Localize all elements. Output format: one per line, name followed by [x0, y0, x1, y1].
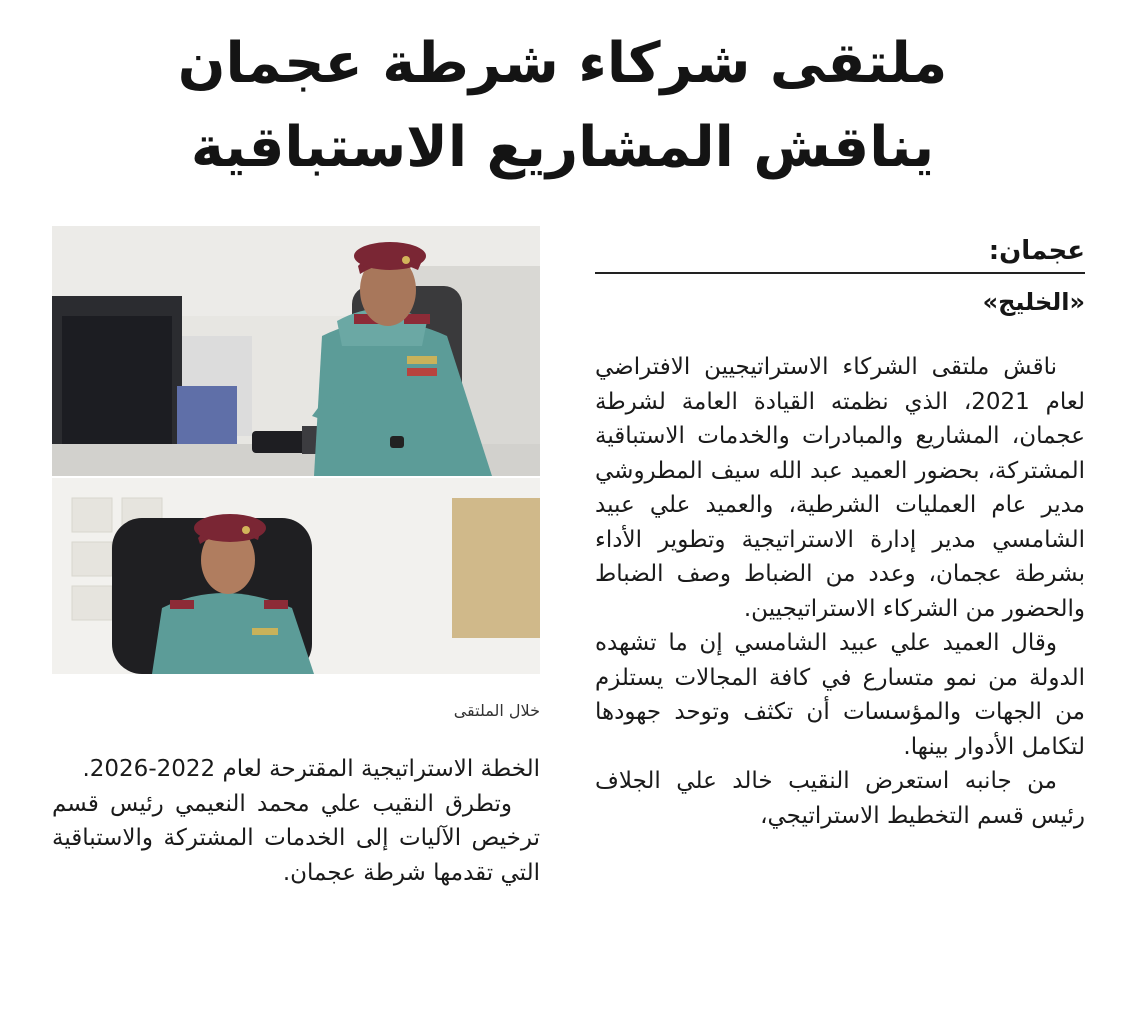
photo-caption: خلال الملتقى: [453, 701, 540, 720]
photo-officer-in-chair: [52, 478, 540, 674]
source-credit: «الخليج»: [982, 288, 1085, 316]
article-paragraph: ناقش ملتقى الشركاء الاستراتيجيين الافتراضي لعام 2021، الذي نظمته القيادة العامة لشرطة عجمان، المشاريع والمبادرات والخدمات الاستباقية المشتركة، بحضور العميد عبد الله سيف المطروشي مدير عام العمليات الشرطية، والعميد علي عبيد الشامسي مدير إدارة الاستراتيجية وتطوير الأداء بشرطة عجمان، وعدد من الضباط وصف الضباط والحضور من الشركاء الاستراتيجيين.: [595, 354, 1085, 622]
photo-officer-at-desk: [52, 226, 540, 476]
article-column-left: [52, 752, 540, 890]
article-column-right: [595, 350, 1085, 833]
headline-line-2: يناقش المشاريع الاستباقية: [190, 115, 935, 180]
dateline: عجمان:: [988, 236, 1085, 266]
article-paragraph: وقال العميد علي عبيد الشامسي إن ما تشهده الدولة من نمو متسارع في كافة المجالات يستلزم من الجهات والمؤسسات أن تكثف وتوحد جهودها لتكامل الأدوار بينها.: [595, 630, 1085, 760]
article-paragraph: وتطرق النقيب علي محمد النعيمي رئيس قسم ترخيص الآليات إلى الخدمات المشتركة والاستباقية التي تقدمها شرطة عجمان.: [52, 790, 540, 886]
article-paragraph: من جانبه استعرض النقيب خالد علي الجلاف رئيس قسم التخطيط الاستراتيجي،: [595, 768, 1085, 829]
divider: [595, 272, 1085, 274]
article-paragraph: الخطة الاستراتيجية المقترحة لعام 2022-2026.: [82, 756, 540, 782]
headline-line-1: ملتقى شركاء شرطة عجمان: [177, 31, 948, 96]
